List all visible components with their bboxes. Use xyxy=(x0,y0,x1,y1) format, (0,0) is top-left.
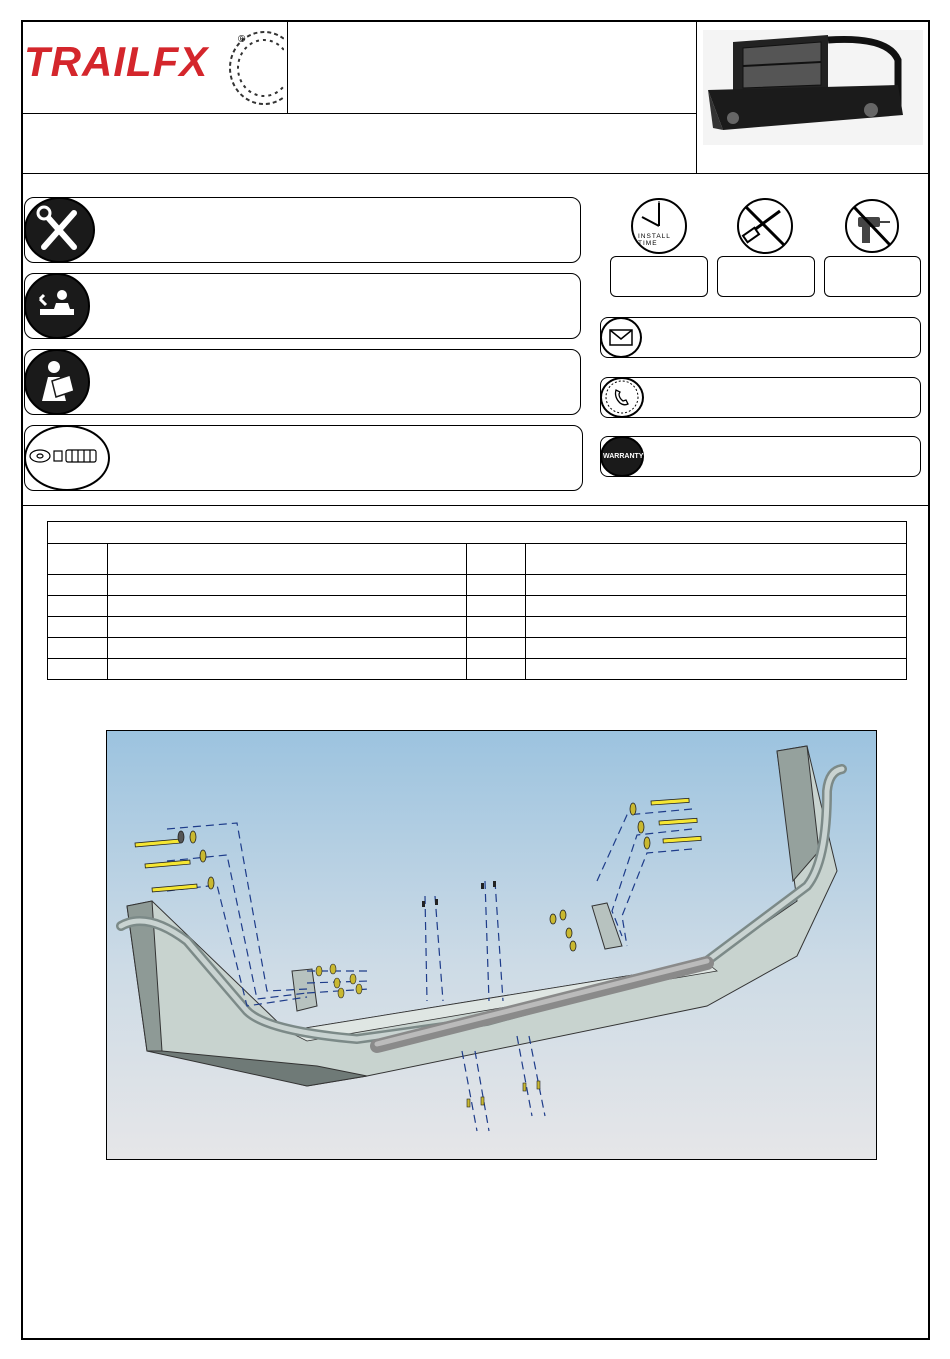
header-divider xyxy=(22,113,696,114)
table-row xyxy=(48,659,907,680)
header-divider xyxy=(22,173,929,174)
table-row xyxy=(48,617,907,638)
install-time-value-box xyxy=(610,256,708,297)
registered-mark: ® xyxy=(238,34,246,45)
table-cell xyxy=(526,638,907,659)
product-photo xyxy=(703,30,923,145)
drilling-value-box xyxy=(824,256,921,297)
header-divider xyxy=(696,21,697,173)
read-manual-icon xyxy=(24,349,90,415)
phone-icon xyxy=(600,377,644,418)
hardware-icon xyxy=(24,425,110,491)
table-cell xyxy=(48,617,108,638)
table-cell xyxy=(466,575,526,596)
table-cell xyxy=(48,638,108,659)
table-row xyxy=(48,596,907,617)
table-row xyxy=(48,575,907,596)
table-cell xyxy=(466,596,526,617)
warranty-badge-icon xyxy=(600,436,644,477)
table-cell xyxy=(466,638,526,659)
parts-table xyxy=(47,543,907,680)
table-row xyxy=(48,638,907,659)
install-time-clock-icon xyxy=(630,197,688,255)
table-cell xyxy=(526,659,907,680)
trailfx-logo xyxy=(24,30,284,110)
table-row xyxy=(48,544,907,575)
table-cell xyxy=(48,596,108,617)
cutting-value-box xyxy=(717,256,815,297)
table-cell xyxy=(107,659,466,680)
phone-contact-box xyxy=(600,377,921,418)
table-cell xyxy=(526,544,907,575)
install-time-label: INSTALL TIME xyxy=(638,233,671,247)
no-cutting-icon xyxy=(736,197,794,255)
warranty-badge-label: WARRANTY xyxy=(603,453,644,460)
logo-text: TRAILFX xyxy=(24,38,209,85)
table-cell xyxy=(526,596,907,617)
no-drilling-icon xyxy=(844,197,900,255)
email-icon xyxy=(600,317,642,358)
assembly-drawing xyxy=(106,730,877,1160)
technician-icon xyxy=(24,273,90,339)
read-instructions-box xyxy=(24,349,581,415)
table-cell xyxy=(466,617,526,638)
table-cell xyxy=(526,575,907,596)
email-contact-box xyxy=(600,317,921,358)
skill-level-box xyxy=(24,273,581,339)
section-divider xyxy=(22,505,929,506)
table-cell xyxy=(48,659,108,680)
warranty-box xyxy=(600,436,921,477)
wrench-screwdriver-icon xyxy=(24,197,95,263)
parts-table-header xyxy=(47,521,907,543)
table-cell xyxy=(526,617,907,638)
table-cell xyxy=(107,638,466,659)
table-cell xyxy=(466,659,526,680)
table-cell xyxy=(107,575,466,596)
table-cell xyxy=(48,544,108,575)
tools-required-box xyxy=(24,197,581,263)
table-cell xyxy=(107,596,466,617)
header-divider xyxy=(287,21,288,113)
table-cell xyxy=(107,544,466,575)
table-cell xyxy=(48,575,108,596)
table-cell xyxy=(466,544,526,575)
table-cell xyxy=(107,617,466,638)
